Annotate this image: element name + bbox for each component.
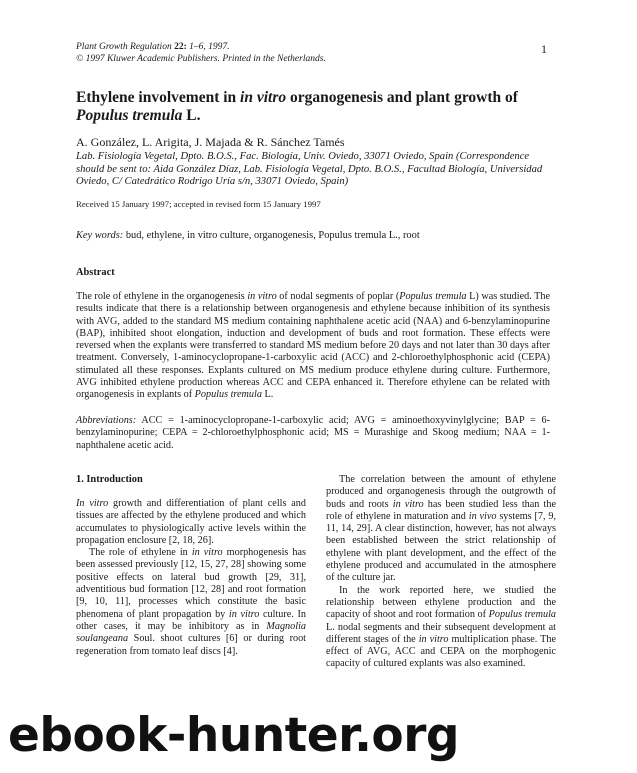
keywords	[76, 230, 420, 241]
abbreviations	[76, 415, 550, 452]
journal-volume: 22:	[174, 42, 187, 52]
keywords-label: Key words:	[76, 230, 124, 241]
intro-paragraph-3: The correlation between the amount of ethylene produced and organogenesis through the outgrowth of buds and roots in vitro has been studied less than the role of ethylene in maturation and in vivo systems [7, 9, 11, 14, 29]. A clear distinction, however, has not always been established between the strict relationship of ethylene with plant development, and the effect of the ethylene produced and accumulated in the atmosphere of the culture jar.	[326, 474, 556, 584]
journal-name: Plant Growth Regulation	[76, 42, 172, 52]
copyright-line: © 1997 Kluwer Academic Publishers. Printed in the Netherlands.	[76, 53, 326, 64]
intro-heading: 1. Introduction	[76, 474, 143, 485]
received-date: Received 15 January 1997; accepted in revised form 15 January 1997	[76, 199, 321, 209]
journal-pages: 1–6, 1997.	[189, 42, 230, 52]
intro-paragraph-4: In the work reported here, we studied the relationship between ethylene production and the capacity of shoot and root formation of Populus tremula L. nodal segments and their subsequent development at different stages of the in vitro multiplication phase. The effect of AVG, ACC and CEPA on the morphogenic capacity of cultured explants was also examined.	[326, 584, 556, 670]
intro-paragraph-1: In vitro growth and differentiation of plant cells and tissues are affected by the ethylene produced and which accumulates to physiologically active levels within the propagation enclosure [2, 18, 26].	[76, 498, 306, 546]
journal-header	[76, 42, 326, 65]
page-number: 1	[541, 42, 547, 56]
affiliation: Lab. Fisiología Vegetal, Dpto. B.O.S., Fac. Biología, Univ. Oviedo, 33071 Oviedo, Spain (Correspondence should be sent to: Aida González Díaz, Lab. Fisiología Vegetal, Dpto. B.O.S., Facultad Biología, Universidad Oviedo, C/ Catedrático Rodrigo Uría s/n, 33071 Oviedo, Spain)	[76, 151, 543, 188]
left-column	[76, 498, 306, 658]
keywords-text: bud, ethylene, in vitro culture, organogenesis, Populus tremula L., root	[123, 230, 420, 241]
paper-title: Ethylene involvement in in vitro organogenesis and plant growth of Populus tremula L.	[76, 89, 518, 124]
abbreviations-text: ACC = 1-aminocyclopropane-1-carboxylic acid; AVG = aminoethoxyvinylglycine; BAP = 6-benzylaminopurine; CEPA = 2-chloroethylphosphonic acid; MS = Murashige and Skoog medium; NAA = 1-naphthalene acetic acid.	[76, 415, 550, 451]
right-column	[326, 474, 556, 671]
abbreviations-label: Abbreviations:	[76, 415, 137, 426]
intro-paragraph-2: The role of ethylene in in vitro morphogenesis has been assessed previously [12, 15, 27, 28] showing some positive effects on lateral bud growth [29, 31], adventitious bud formation [12, 28] and root formation [9, 10, 11], processes which constitute the basic phenomena of plant propagation by in vitro culture. In other cases, it may be inhibitory as in Magnolia soulangeana Soul. shoot cultures [6] or during root regeneration from tomato leaf discs [4].	[76, 547, 306, 657]
abstract-heading: Abstract	[76, 267, 115, 278]
watermark: ebook-hunter.org	[8, 708, 460, 763]
abstract-text: The role of ethylene in the organogenesis in vitro of nodal segments of poplar (Populus tremula L) was studied. The results indicate that there is a relationship between organogenesis and ethylene because inhibition of its synthesis with AVG, added to the standard MS medium containing naphthalene acetic acid (NAA) and 6-benzylaminopurine (BAP), inhibited shoot elongation, induction and development of buds and root formation. These effects were reversed when the explants were transferred to standard MS medium before 20 days and not later than 30 days after treatment. Conversely, 1-aminocyclopropane-1-carboxylic acid (ACC) and 2-chloroethylphosphonic acid (CEPA) stimulated all these responses. Explants cultured on MS medium produce ethylene during culture. Furthermore, AVG inhibited ethylene production whereas ACC and CEPA enhanced it. Therefore ethylene can be related with organogenesis in explants of Populus tremula L.	[76, 291, 550, 401]
author-list: A. González, L. Arigita, J. Majada & R. Sánchez Tamés	[76, 135, 345, 149]
